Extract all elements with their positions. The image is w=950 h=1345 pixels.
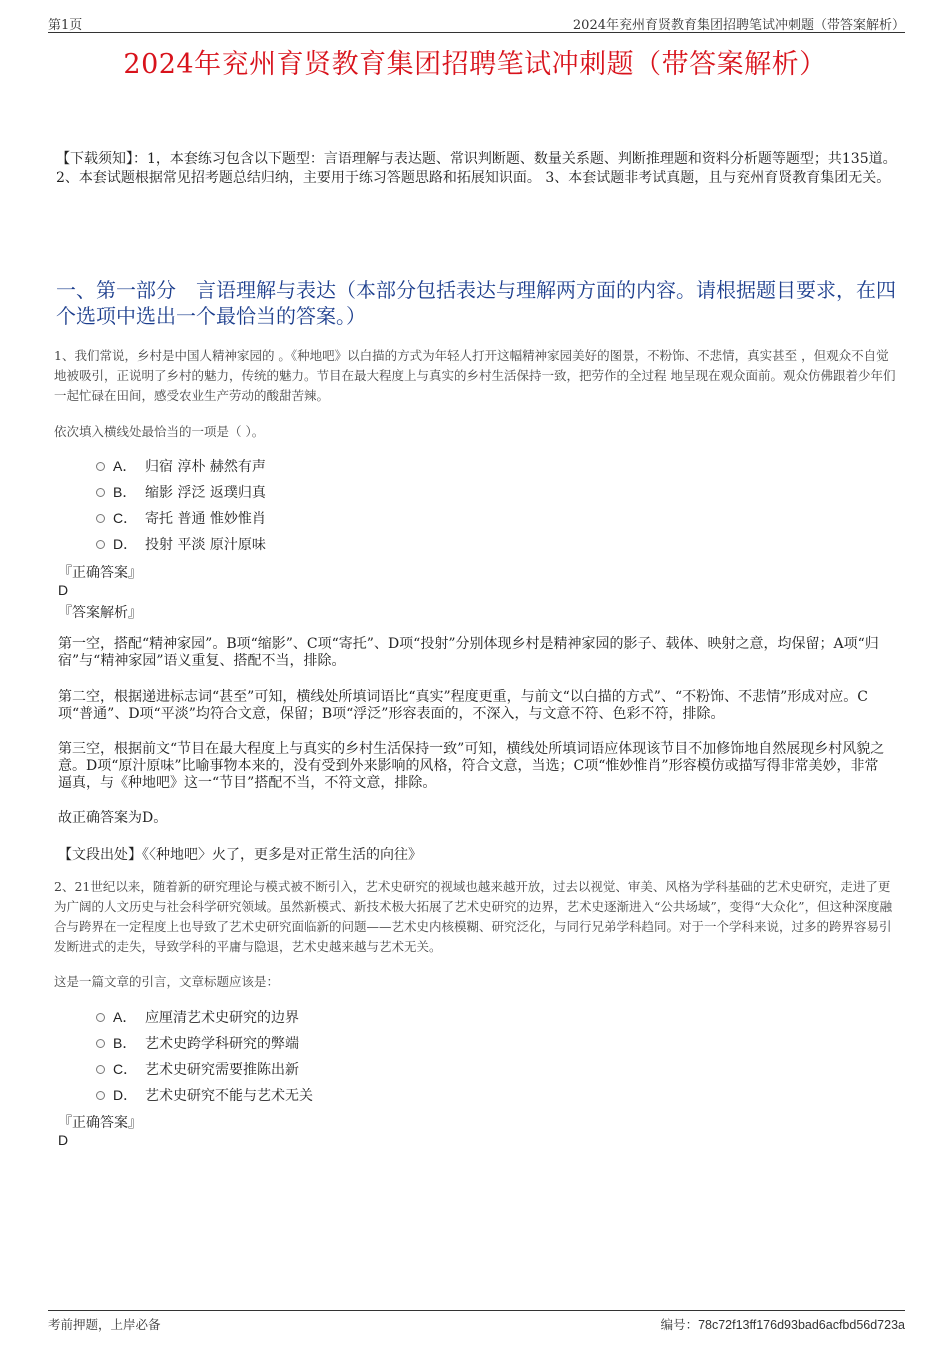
question-1-answer: D (58, 582, 69, 598)
question-1-option-b[interactable]: B． 缩影 浮泛 返璞归真 (96, 479, 496, 505)
question-1-text: 1、我们常说，乡村是中国人精神家园的 。《种地吧》以白描的方式为年轻人打开这幅精神家园美好的图景，不粉饰、不悲情，真实甚至 ，但观众不自觉地被吸引，正说明了乡村的魅力，传统的魅力。节目在最大程度上与真实的乡村生活保持一致，把劳作的全过程 地呈现在观众面前。观众仿佛跟着少年们一起忙碌在田间，感受农业生产劳动的酸甜苦辣。 (54, 348, 896, 403)
question-1-answer-label: 『正确答案』 (58, 565, 142, 581)
question-1-analysis-3: 第三空，根据前文“节目在最大程度上与真实的乡村生活保持一致”可知，横线处所填词语应体现该节目不加修饰地自然展现乡村风貌之意。D项“原汁原味”比喻事物本来的，没有受到外来影响的风格，符合文意，当选；C项“惟妙惟肖”形容模仿或描写得非常美妙，非常逼真，与《种地吧》这一“节目”搭配不当，不符文意，排除。 (58, 741, 885, 791)
question-2-answer-label: 『正确答案』 (58, 1115, 142, 1131)
question-1-option-c[interactable]: C． 寄托 普通 惟妙惟肖 (96, 505, 496, 531)
page-header (48, 12, 905, 33)
radio-icon[interactable] (96, 1065, 105, 1074)
question-1-analysis-1: 第一空，搭配“精神家园”。B项“缩影”、C项“寄托”、D项“投射”分别体现乡村是精神家园的影子、载体、映射之意，均保留；A项“归宿”与“精神家园”语义重复、搭配不当，排除。 (58, 636, 879, 669)
question-1-analysis-2: 第二空，根据递进标志词“甚至”可知，横线处所填词语比“真实”程度更重，与前文“以白描的方式”、“不粉饰、不悲情”形成对应。C项“普通”、D项“平淡”均符合文意，保留；B项“浮泛”形容表面的，不深入，与文意不符、色彩不符，排除。 (58, 689, 868, 722)
question-1-analysis-4: 故正确答案为D。 (58, 810, 168, 826)
question-2-option-b[interactable]: B． 艺术史跨学科研究的弊端 (96, 1030, 496, 1056)
footer-slogan: 考前押题，上岸必备 (48, 1317, 161, 1332)
header-doc-name: 2024年兖州育贤教育集团招聘笔试冲刺题（带答案解析） (572, 18, 905, 33)
page-footer (48, 1310, 905, 1333)
radio-icon[interactable] (96, 1039, 105, 1048)
document-title: 2024年兖州育贤教育集团招聘笔试冲刺题（带答案解析） (123, 49, 827, 80)
question-2-option-a[interactable]: A． 应厘清艺术史研究的边界 (96, 1004, 496, 1030)
question-1-prompt: 依次填入横线处最恰当的一项是（ ）。 (54, 424, 265, 439)
radio-icon[interactable] (96, 462, 105, 471)
question-1-source: 【文段出处】《〈种地吧〉火了，更多是对正常生活的向往》 (58, 847, 422, 863)
question-2-text: 2、21世纪以来，随着新的研究理论与模式被不断引入，艺术史研究的视域也越来越开放，过去以视觉、审美、风格为学科基础的艺术史研究，走进了更为广阔的人文历史与社会科学研究领域。虽然新模式、新技术极大拓展了艺术史研究的边界，艺术史逐渐进入“公共场域”，变得“大众化”，但这种深度融合与跨界在一定程度上也导致了艺术史研究面临新的问题——艺术史内核模糊、研究泛化，与同行兄弟学科趋同。对于一个学科来说，过多的跨界容易引发断进式的走失，导致学科的平庸与隐退，艺术史越来越与艺术无关。 (54, 879, 893, 954)
question-1-option-a[interactable]: A． 归宿 淳朴 赫然有声 (96, 453, 496, 479)
question-1-analysis-label: 『答案解析』 (58, 605, 142, 621)
question-2-option-c[interactable]: C． 艺术史研究需要推陈出新 (96, 1056, 496, 1082)
page-number: 第1页 (48, 18, 83, 33)
question-2-option-d[interactable]: D． 艺术史研究不能与艺术无关 (96, 1082, 496, 1108)
radio-icon[interactable] (96, 514, 105, 523)
download-notice: 【下载须知】：1，本套练习包含以下题型：言语理解与表达题、常识判断题、数量关系题、判断推理题和资料分析题等题型；共135道。 2、本套试题根据常见招考题总结归纳，主要用于练习答题思路和拓展知识面。 3、本套试题非考试真题，且与兖州育贤教育集团无关。 (56, 151, 897, 186)
question-2-prompt: 这是一篇文章的引言，文章标题应该是： (54, 974, 280, 989)
question-2-answer: D (58, 1132, 69, 1148)
question-1-option-d[interactable]: D． 投射 平淡 原汁原味 (96, 531, 496, 557)
question-1-options (96, 453, 496, 557)
question-2-options (96, 1004, 496, 1108)
radio-icon[interactable] (96, 540, 105, 549)
radio-icon[interactable] (96, 1091, 105, 1100)
radio-icon[interactable] (96, 1013, 105, 1022)
footer-serial: 编号：78c72f13ff176d93bad6acfbd56d723a (660, 1318, 905, 1332)
section-heading: 一、第一部分 言语理解与表达（本部分包括表达与理解两方面的内容。请根据题目要求，在四个选项中选出一个最恰当的答案。） (56, 278, 896, 328)
radio-icon[interactable] (96, 488, 105, 497)
